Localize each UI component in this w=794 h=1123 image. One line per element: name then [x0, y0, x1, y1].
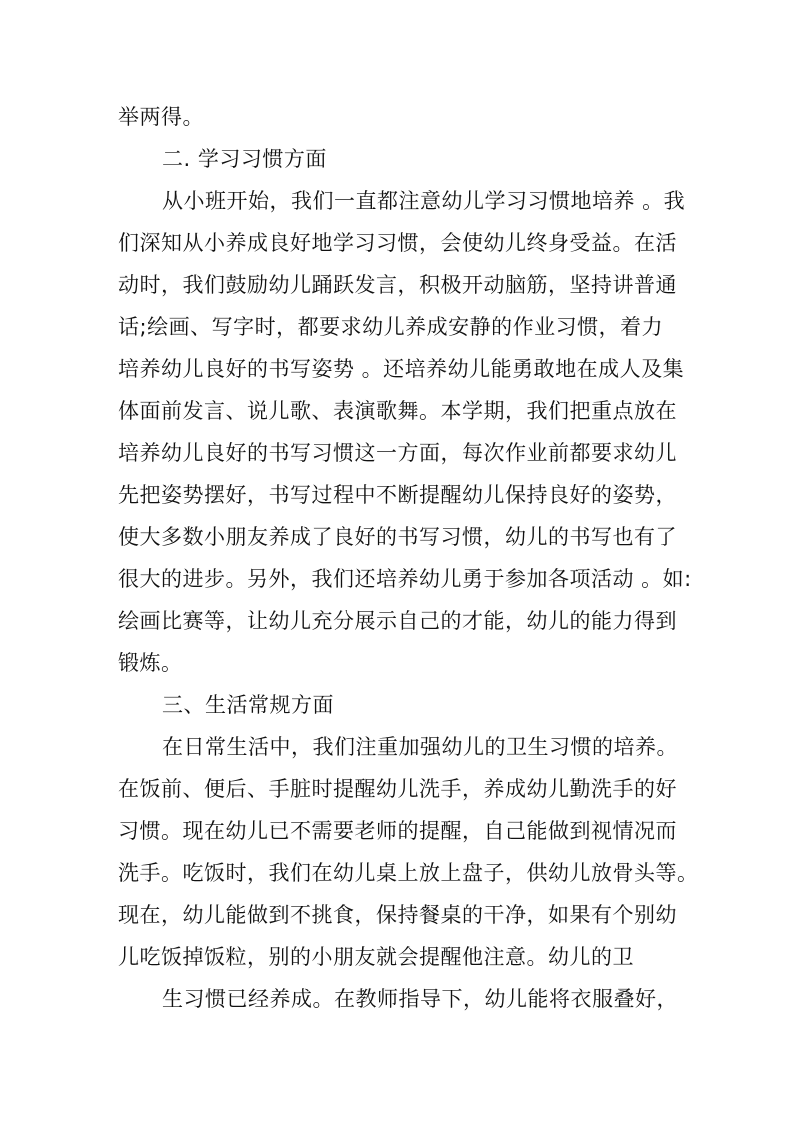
text-line: 在饭前、便后、手脏时提醒幼儿洗手，养成幼儿勤洗手的好 — [118, 777, 677, 801]
section-heading-daily-routine: 三、生活常规方面 — [162, 693, 334, 717]
text-line: 生习惯已经养成。在教师指导下，幼儿能将衣服叠好， — [162, 987, 678, 1011]
text-line: 洗手。吃饭时，我们在幼儿桌上放上盘子，供幼儿放骨头等。 — [118, 861, 699, 885]
text-line: 培养幼儿良好的书写姿势 。还培养幼儿能勇敢地在成人及集 — [118, 357, 685, 381]
text-line: 很大的进步。另外，我们还培养幼儿勇于参加各项活动 。如: — [118, 567, 692, 591]
text-line: 从小班开始，我们一直都注意幼儿学习习惯地培养 。我 — [162, 189, 686, 213]
text-line: 儿吃饭掉饭粒，别的小朋友就会提醒他注意。幼儿的卫 — [118, 945, 634, 969]
text-line: 现在，幼儿能做到不挑食，保持餐桌的干净，如果有个别幼 — [118, 903, 677, 927]
text-line: 举两得。 — [118, 105, 204, 129]
text-line: 在日常生活中，我们注重加强幼儿的卫生习惯的培养。 — [162, 735, 678, 759]
text-line: 先把姿势摆好，书写过程中不断提醒幼儿保持良好的姿势， — [118, 483, 677, 507]
text-line: 话;绘画、写字时，都要求幼儿养成安静的作业习惯，着力 — [118, 315, 664, 339]
text-line: 使大多数小朋友养成了良好的书写习惯，幼儿的书写也有了 — [118, 525, 677, 549]
text-line: 培养幼儿良好的书写习惯这一方面，每次作业前都要求幼儿 — [118, 441, 677, 465]
text-line: 习惯。现在幼儿已不需要老师的提醒，自己能做到视情况而 — [118, 819, 677, 843]
text-line: 体面前发言、说儿歌、表演歌舞。本学期，我们把重点放在 — [118, 399, 677, 423]
text-line: 们深知从小养成良好地学习习惯，会使幼儿终身受益。在活 — [118, 231, 677, 255]
section-heading-study-habits: 二. 学习习惯方面 — [162, 147, 327, 171]
text-line: 绘画比赛等，让幼儿充分展示自己的才能，幼儿的能力得到 — [118, 609, 677, 633]
text-line: 动时，我们鼓励幼儿踊跃发言，积极开动脑筋，坚持讲普通 — [118, 273, 677, 297]
text-line: 锻炼。 — [118, 651, 183, 675]
